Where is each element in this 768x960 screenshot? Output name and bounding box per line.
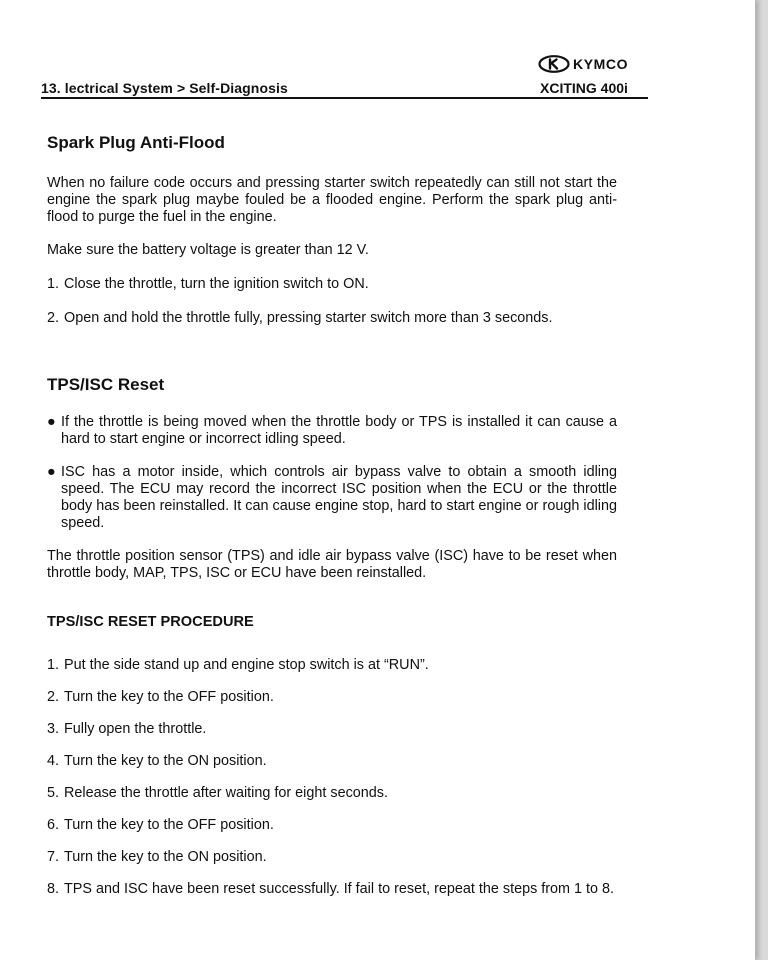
procedure-step: [47, 721, 617, 738]
anti-flood-step: [47, 310, 617, 327]
procedure-step: [47, 689, 617, 706]
procedure-step: [47, 753, 617, 770]
step-number: 1.: [47, 657, 60, 673]
step-text: Turn the key to the OFF position.: [64, 689, 274, 705]
bullet-item: [47, 464, 617, 532]
step-text: Turn the key to the OFF position.: [64, 817, 274, 833]
page-body: [47, 132, 617, 898]
procedure-title: TPS/ISC RESET PROCEDURE: [47, 614, 254, 630]
anti-flood-step: [47, 276, 617, 293]
bullet-dot: ●: [47, 414, 56, 430]
step-number: 4.: [47, 753, 60, 769]
kymco-logo-icon: [538, 55, 570, 73]
procedure-step: [47, 817, 617, 834]
step-number: 2.: [47, 689, 60, 705]
section-title-tps-isc: TPS/ISC Reset: [47, 375, 165, 394]
reset-note: The throttle position sensor (TPS) and idle air bypass valve (ISC) have to be reset when throttle body, MAP, TPS, ISC or ECU have been reinstalled.: [47, 548, 617, 581]
step-number: 6.: [47, 817, 60, 833]
step-text: Open and hold the throttle fully, pressing starter switch more than 3 seconds.: [64, 310, 553, 326]
step-text: Release the throttle after waiting for eight seconds.: [64, 785, 388, 801]
procedure-step: [47, 849, 617, 866]
step-text: Fully open the throttle.: [64, 721, 207, 737]
step-number: 5.: [47, 785, 60, 801]
model-name: XCITING 400i: [540, 80, 628, 96]
procedure-step: [47, 785, 617, 802]
section-breadcrumb: 13. lectrical System > Self-Diagnosis: [41, 80, 288, 96]
bullet-item: [47, 414, 617, 448]
step-text: Put the side stand up and engine stop switch is at “RUN”.: [64, 657, 429, 673]
anti-flood-intro: When no failure code occurs and pressing starter switch repeatedly can still not start the engine the spark plug maybe fouled be a flooded engine. Perform the spark plug anti-flood to purge the fuel in the engine.: [47, 175, 617, 225]
bullet-text: ISC has a motor inside, which controls air bypass valve to obtain a smooth idling speed. The ECU may record the incorrect ISC position when the ECU or the throttle body has been reinstalled. It can cause engine stop, hard to start engine or rough idling speed.: [61, 464, 617, 531]
procedure-step: [47, 657, 617, 674]
header-divider: [41, 97, 648, 99]
procedure-step: [47, 881, 617, 898]
section-title-anti-flood: Spark Plug Anti-Flood: [47, 133, 225, 152]
bullet-text: If the throttle is being moved when the throttle body or TPS is installed it can cause a hard to start engine or incorrect idling speed.: [61, 414, 617, 447]
step-number: 1.: [47, 276, 60, 292]
brand-name: KYMCO: [573, 56, 629, 72]
step-number: 7.: [47, 849, 60, 865]
step-text: Turn the key to the ON position.: [64, 849, 267, 865]
step-number: 3.: [47, 721, 60, 737]
bullet-dot: ●: [47, 464, 56, 480]
step-text: Close the throttle, turn the ignition switch to ON.: [64, 276, 369, 292]
step-text: Turn the key to the ON position.: [64, 753, 267, 769]
step-number: 2.: [47, 310, 60, 326]
battery-note: Make sure the battery voltage is greater than 12 V.: [47, 242, 369, 258]
step-text: TPS and ISC have been reset successfully. If fail to reset, repeat the steps from 1 to 8.: [64, 881, 615, 897]
step-number: 8.: [47, 881, 60, 897]
brand-logo: [538, 55, 628, 73]
